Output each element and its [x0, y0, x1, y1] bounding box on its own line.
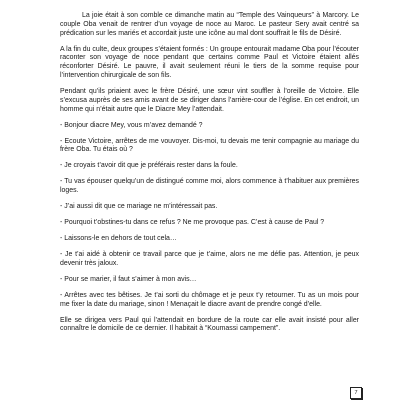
- dialogue-line: - Je croyais t’avoir dit que je préférais rester dans la foule.: [60, 162, 238, 170]
- dialogue-line: - Laissons-le en dehors de tout cela…: [60, 235, 177, 243]
- dialogue-line: - Bonjour diacre Mey, vous m’avez demandé ?: [60, 121, 203, 129]
- dialogue-line: - Pourquoi t’obstines-tu dans ce refus ? Ne me provoque pas. C’est à cause de Paul ?: [60, 219, 325, 227]
- paragraph-opening: La joie était à son comble ce dimanche matin au “Temple des Vainqueurs” à Marcory. Le couple Oba venait de rentrer d’un voyage de noce au Maroc. Le pasteur Sery avait centré sa prédication sur les mariés et accordait juste une icône au mal dont souffrait le fils de Désiré.: [60, 12, 359, 37]
- page-number: 7: [350, 387, 362, 399]
- dialogue-line: - Arrêtes avec tes bêtises. Je t’ai sorti du chômage et je peux t’y retourner. Tu as un mois pour me fixer la date du mariage, sinon ! Menaçait le diacre avant de prendre congé d’elle.: [60, 291, 359, 308]
- paragraph: Pendant qu’ils priaient avec le frère Désiré, une sœur vint souffler à l’oreille de Victoire. Elle s’excusa auprès de ses amis avant de se diriger dans l’arrière-cour de l’église. En cet endroit, un homme qui n’était autre que le Diacre Mey l’attendait.: [60, 87, 359, 113]
- dialogue-line: - Pour se marier, il faut s’aimer à mon avis…: [60, 275, 197, 283]
- paragraph-closing: Elle se dirigea vers Paul qui l’attendait en bordure de la route car elle avait insisté pour aller connaître le domicile de ce dernier. Il habitait à “Koumassi campement”.: [60, 316, 359, 333]
- dialogue-line: - Tu vas épouser quelqu’un de distingué comme moi, alors commence à t’habituer aux premières loges.: [60, 178, 359, 195]
- paragraph: A la fin du culte, deux groupes s’étaient formés : Un groupe entourait madame Oba pour l’écouter raconter son voyage de noce pendant que certains comme Paul et Victoire étaient allés réconforter Désiré. Le pauvre, il avait seulement réuni le tiers de la somme requise pour l’intervention chirurgicale de son fils.: [60, 45, 359, 79]
- dialogue-line: - J’ai aussi dit que ce mariage ne m’intéressait pas.: [60, 203, 218, 211]
- dialogue-line: - Je t’ai aidé à obtenir ce travail parce que je t’aime, alors ne me défie pas. Attention, je peux devenir très jaloux.: [60, 251, 359, 267]
- dialogue-line: - Ecoute Victoire, arrêtes de me vouvoyer. Dis-moi, tu devais me tenir compagnie au mariage du frère Oba. Tu étais où ?: [60, 137, 359, 154]
